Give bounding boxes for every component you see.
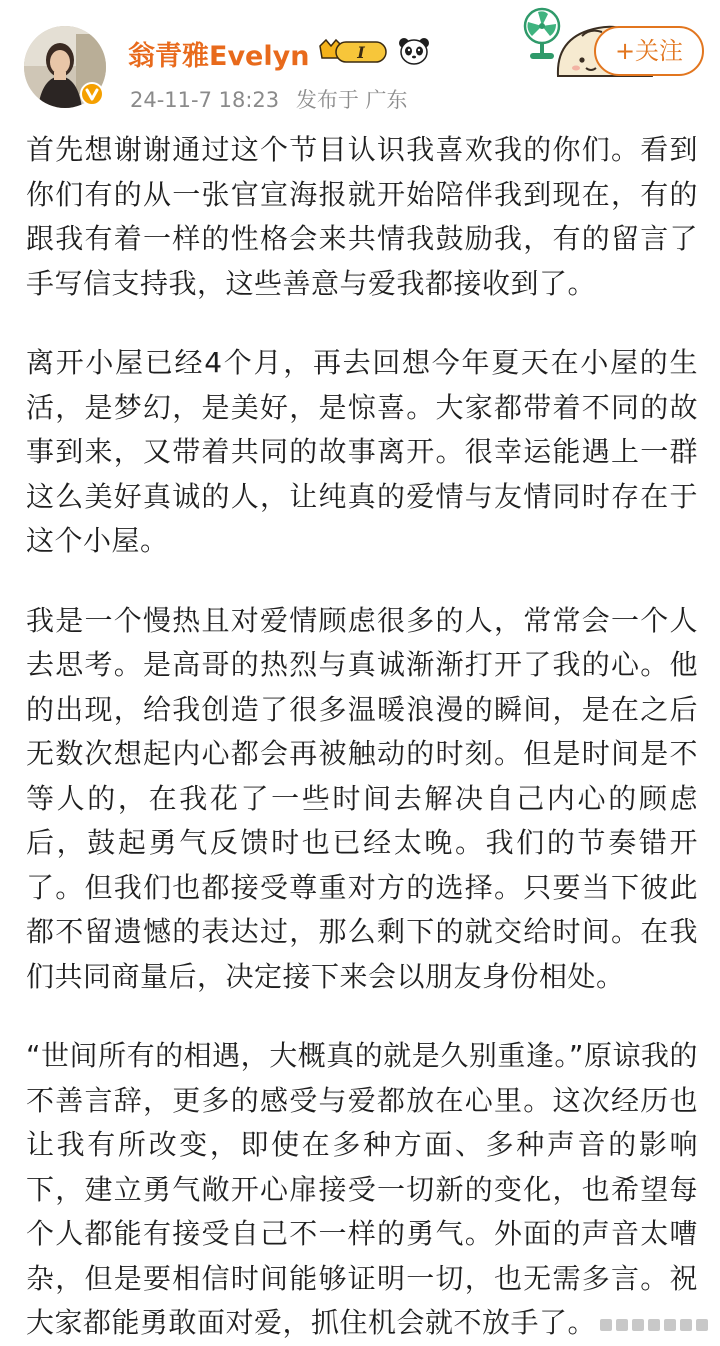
post-paragraph-4: “世间所有的相遇，大概真的就是久别重逢。”原谅我的不善言辞，更多的感受与爱都放在心里。这次经历也让我有所改变，即使在多种方面、多种声音的影响下，建立勇气敞开心扉接受一切新的变化，也希望每个人都能有接受自己不一样的勇气。外面的声音太嘈杂，但是要相信时间能够证明一切，也无需多言。祝大家都能勇敢面对爱，抓住机会就不放手了。 [26,1039,698,1339]
post-time: 24-11-7 18:23 [130,88,280,112]
post-paragraph-2: 离开小屋已经4个月，再去回想今年夏天在小屋的生活，是梦幻，是美好，是惊喜。大家都带着不同的故事到来，又带着共同的故事离开。很幸运能遇上一群这么美好真诚的人，让纯真的爱情与友情同时存在于这个小屋。 [26,346,698,557]
vip-crown-badge-icon[interactable] [318,36,390,66]
panda-icon [398,36,430,66]
post-location: 发布于 广东 [295,88,408,112]
follow-button[interactable]: +关注 [594,26,704,76]
post-meta [130,84,418,114]
verified-v-icon [80,82,104,106]
post-header [0,0,720,120]
watermark-dots-icon [598,1313,710,1337]
post-paragraph-1: 首先想谢谢通过这个节目认识我喜欢我的你们。看到你们有的从一张官宣海报就开始陪伴我到现在，有的跟我有着一样的性格会来共情我鼓励我，有的留言了手写信支持我，这些善意与爱我都接收到了。 [26,133,698,300]
vip-level: I [357,43,365,62]
post-body [26,128,698,1346]
author-name[interactable]: 翁青雅Evelyn [128,41,310,72]
post-paragraph-3: 我是一个慢热且对爱情顾虑很多的人，常常会一个人去思考。是高哥的热烈与真诚渐渐打开了我的心。他的出现，给我创造了很多温暖浪漫的瞬间，是在之后无数次想起内心都会再被触动的时刻。但是时间是不等人的，在我花了一些时间去解决自己内心的顾虑后，鼓起勇气反馈时也已经太晚。我们的节奏错开了。但我们也都接受尊重对方的选择。只要当下彼此都不留遗憾的表达过，那么剩下的就交给时间。在我们共同商量后，决定接下来会以朋友身份相处。 [26,603,698,993]
